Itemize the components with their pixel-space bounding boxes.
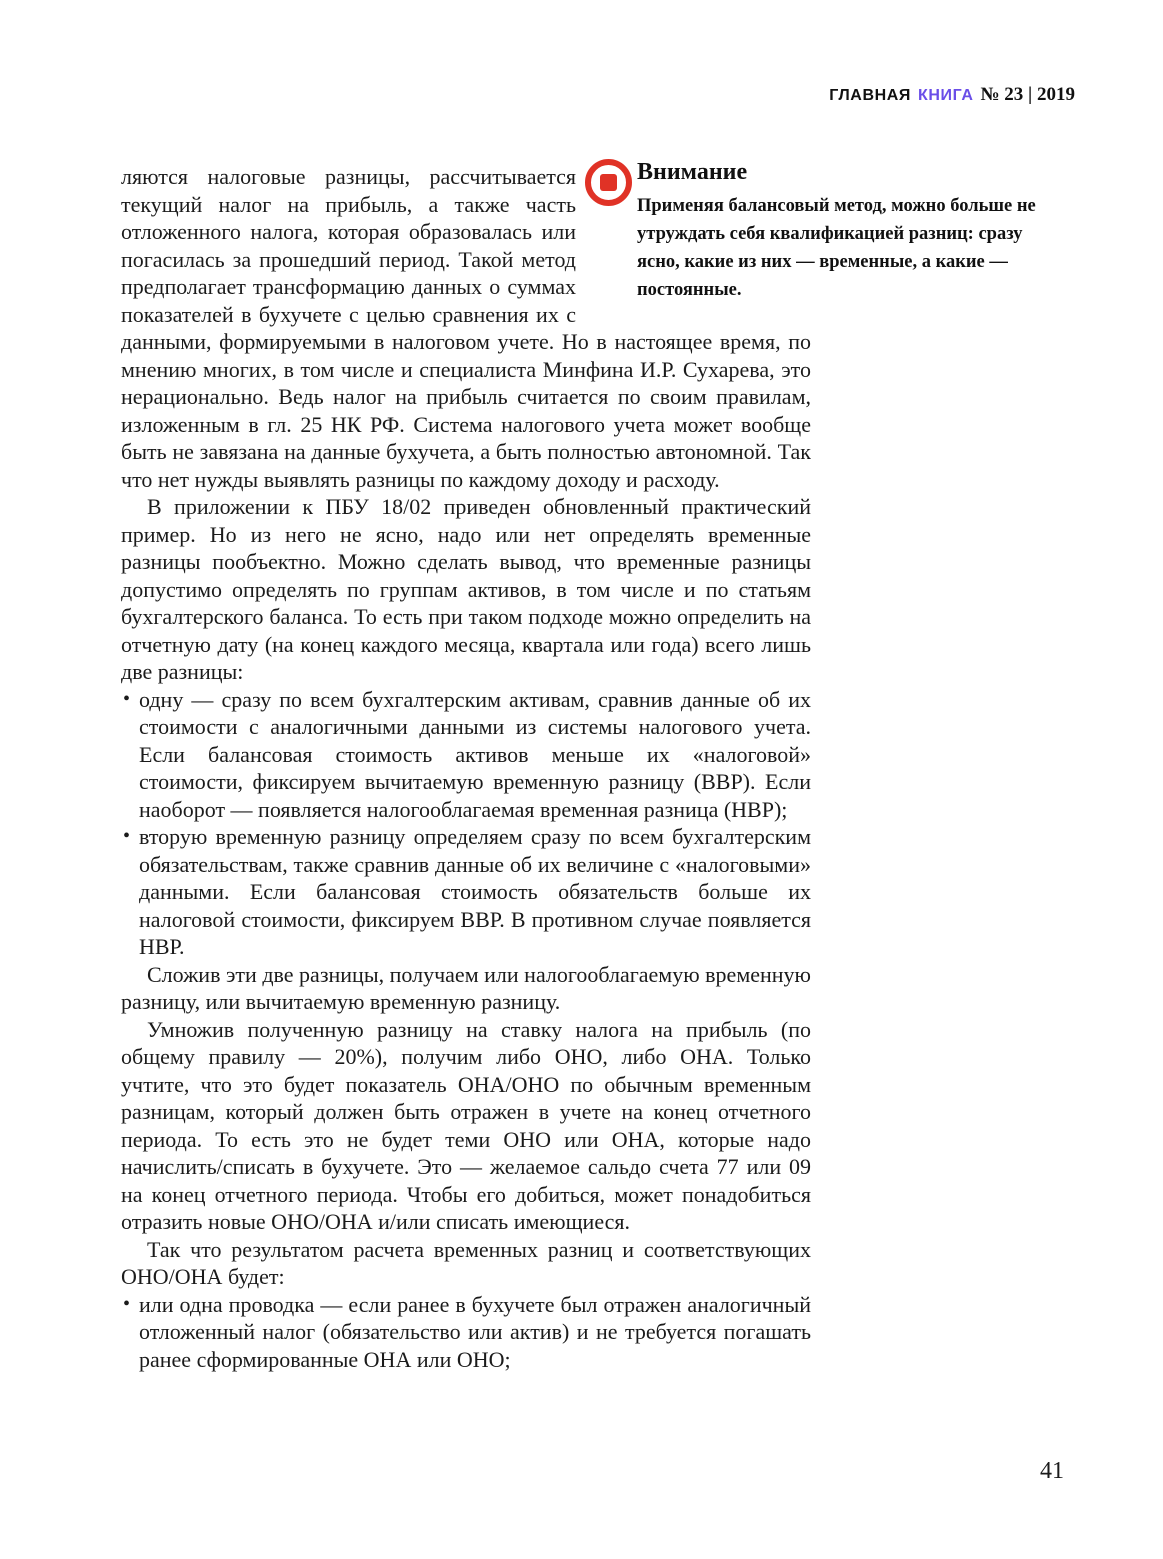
brand-secondary: КНИГА [918, 87, 974, 104]
page-number: 41 [1040, 1458, 1064, 1484]
article-body [121, 163, 811, 1373]
bullet-list-differences [121, 686, 811, 961]
bullet-list-result [121, 1291, 811, 1374]
magazine-header [829, 84, 1075, 106]
brand-primary: ГЛАВНАЯ [829, 87, 912, 104]
article-paragraph-3: Сложив эти две разницы, получаем или налогооблагаемую временную разницу, или вычитаемую временную разницу. [121, 961, 811, 1014]
list-item: • или одна проводка — если ранее в бухучете был отражен аналогичный отложенный налог (обязательство или актив) и не требуется погашать ранее сформированные ОНА или ОНО; [121, 1291, 811, 1374]
callout-spacer [576, 163, 811, 328]
issue-number: № 23 | 2019 [980, 84, 1075, 105]
callout-text: Применяя балансовый метод, можно больше не утруждать себя квалификацией разниц: сразу ясно, какие из них — временные, а какие — постоянные. [637, 196, 1036, 300]
list-item: • одну — сразу по всем бухгалтерским активам, сравнив данные об их стоимости с аналогичными данными из системы налогового учета. Если балансовая стоимость активов меньше их «налоговой» стоимости, фиксируем вычитаемую временную разницу (ВВР). Если наоборот — появляется налогооблагаемая временная разница (НВР); [121, 686, 811, 824]
article-paragraph-1-text: ляются налоговые разницы, рассчитывается текущий налог на прибыль, а также часть отложенного налога, которая образовалась или погасилась за прошедший период. Такой метод предполагает трансформацию данных о суммах показателей в бухучете с целью сравнения их с данными, формируемыми в налоговом учете. Но в настоящее время, по мнению многих, в том числе и специалиста Минфина И.Р. Сухарева, это нерационально. Ведь налог на прибыль считается по своим правилам, изложенным в гл. 25 НК РФ. Система налогового учета может вообще быть не завязана на данные бухучета, а быть полностью автономной. Так что нет нужды выявлять разницы по каждому доходу и расходу. [121, 164, 811, 492]
list-item: • вторую временную разницу определяем сразу по всем бухгалтерским обязательствам, также сравнив данные об их величине с «налоговыми» данными. Если балансовая стоимость обязательств больше их налоговой стоимости, фиксируем ВВР. В противном случае появляется НВР. [121, 823, 811, 961]
article-paragraph-2: В приложении к ПБУ 18/02 приведен обновленный практический пример. Но из него не ясно, надо или нет определять временные разницы пообъектно. Можно сделать вывод, что временные разницы допустимо определять по группам активов, в том числе и по статьям бухгалтерского баланса. То есть при таком подходе можно определить на отчетную дату (на конец каждого месяца, квартала или года) всего лишь две разницы: [121, 494, 811, 684]
article-paragraph-5: Так что результатом расчета временных разниц и соответствующих ОНО/ОНА будет: [121, 1236, 811, 1289]
article-paragraph-1 [121, 163, 811, 493]
article-paragraph-4: Умножив полученную разницу на ставку налога на прибыль (по общему правилу — 20%), получим либо ОНО, либо ОНА. Только учтите, что это будет показатель ОНА/ОНО по обычным временным разницам, который должен быть отражен в учете на конец отчетного периода. То есть это не будет теми ОНО или ОНА, которые надо начислить/списать в бухучете. Это — желаемое сальдо счета 77 или 09 на конец отчетного периода. Чтобы его добиться, может понадобиться отразить новые ОНО/ОНА и/или списать имеющиеся. [121, 1016, 811, 1234]
callout-title: Внимание [637, 159, 748, 185]
